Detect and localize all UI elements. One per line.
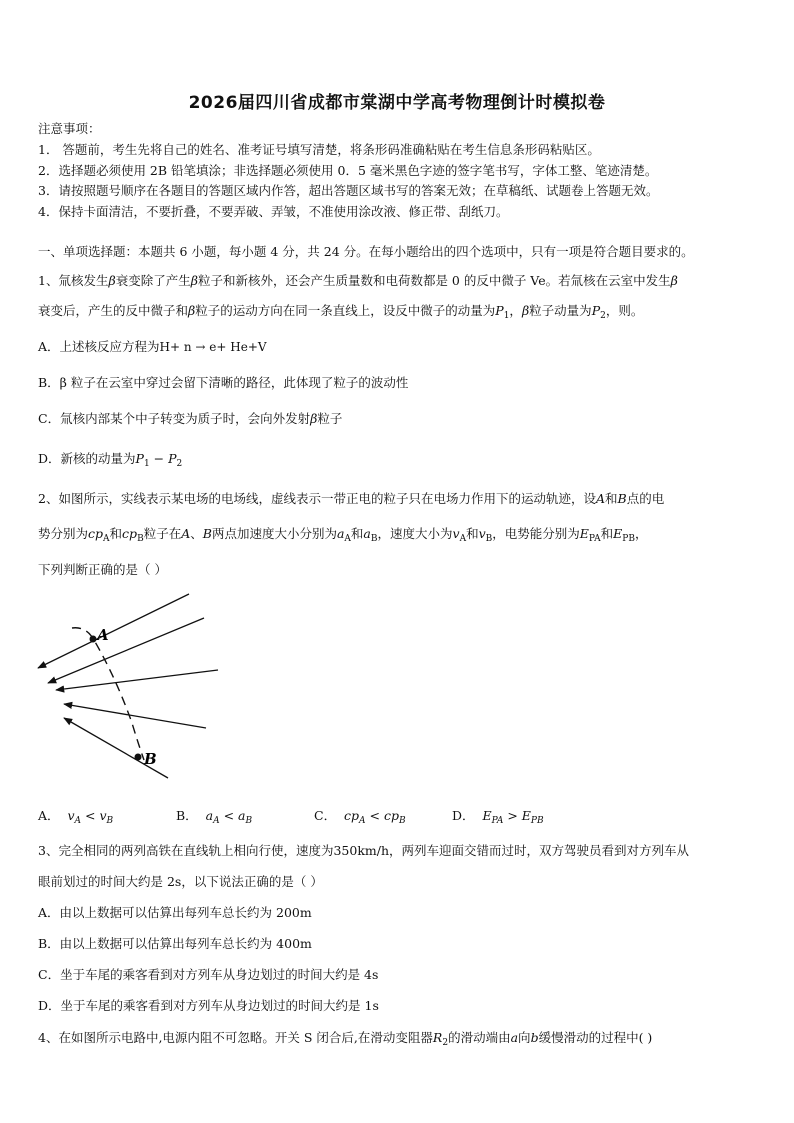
q2-line-2: 势分别为$cp_A$和$cp_B$粒子在A、B两点加速度大小分别为$a_A$和$a_B$，速度大小为$v_A$和$v_B$，电势能分别为$E_{PA}$和$E_{PB}$，	[38, 526, 648, 544]
q1-option-b[interactable]: B．β 粒子在云室中穿过会留下清晰的路径，此体现了粒子的波动性	[38, 375, 409, 390]
notice-item-4: 4．保持卡面清洁，不要折叠，不要弄破、弄皱，不准使用涂改液、修正带、刮纸刀。	[38, 204, 509, 219]
field-line-3	[56, 670, 218, 690]
q1-line-2: 衰变后，产生的反中微子和β粒子的运动方向在同一条直线上，设反中微子的动量为$P_1$，β粒子动量为$P_2$，则。	[38, 303, 644, 321]
q1-option-d[interactable]: D．新核的动量为$P_1 - P_2$	[38, 451, 183, 469]
q1-option-c[interactable]: C．氚核内部某个中子转变为质子时，会向外发射β粒子	[38, 411, 343, 426]
q3-option-b[interactable]: B．由以上数据可以估算出每列车总长约为 400m	[38, 936, 312, 951]
nuclear-equation: H+ n → e+ He+V	[159, 340, 267, 354]
q3-line-1: 3、完全相同的两列高铁在直线轨上相向行使，速度为350km/h，两列车迎面交错而过时，双方驾驶员看到对方列车从	[38, 843, 690, 858]
point-a	[90, 636, 97, 643]
field-line-2	[48, 618, 204, 683]
q3-option-c[interactable]: C．坐于车尾的乘客看到对方列车从身边划过的时间大约是 4s	[38, 967, 379, 982]
field-line-1	[38, 594, 189, 668]
q1-line-1: 1、氚核发生β衰变除了产生β粒子和新核外，还会产生质量数和电荷数都是 0 的反中微子 Ve。若氚核在云室中发生β	[38, 273, 678, 288]
page-title: 2026届四川省成都市棠湖中学高考物理倒计时模拟卷	[188, 93, 606, 113]
label-b: B	[144, 750, 157, 768]
q1-option-a[interactable]: A．上述核反应方程为H+ n → e+ He+V	[38, 339, 267, 354]
q2-line-1: 2、如图所示，实线表示某电场的电场线，虚线表示一带正电的粒子只在电场力作用下的运动轨迹，设A和B点的电	[38, 491, 665, 506]
q3-line-2: 眼前划过的时间大约是 2s，以下说法正确的是（ ）	[38, 874, 323, 889]
q2-option-b[interactable]: B． $a_A < a_B$	[176, 808, 253, 826]
section-heading: 一、单项选择题：本题共 6 小题，每小题 4 分，共 24 分。在每小题给出的四个选项中，只有一项是符合题目要求的。	[38, 244, 694, 259]
q2-option-c[interactable]: C． $cp_A < cp_B$	[314, 808, 406, 826]
q3-option-a[interactable]: A．由以上数据可以估算出每列车总长约为 200m	[38, 905, 312, 920]
q3-option-d[interactable]: D．坐于车尾的乘客看到对方列车从身边划过的时间大约是 1s	[38, 998, 379, 1013]
label-a: A	[97, 626, 109, 644]
field-line-5	[64, 718, 168, 778]
field-line-diagram	[34, 588, 234, 783]
field-line-4	[64, 704, 206, 728]
q2-option-d[interactable]: D． $E_{PA} > E_{PB}$	[452, 808, 544, 826]
q4-line-1: 4、在如图所示电路中,电源内阻不可忽略。开关 S 闭合后,在滑动变阻器$R_2$的滑动端由a向b缓慢滑动的过程中( )	[38, 1030, 653, 1048]
notice-heading: 注意事项：	[38, 121, 101, 136]
q2-line-3: 下列判断正确的是（ ）	[38, 562, 167, 577]
notice-item-2: 2．选择题必须使用 2B 铅笔填涂；非选择题必须使用 0．5 毫米黑色字迹的签字笔书写，字体工整、笔迹清楚。	[38, 163, 658, 178]
point-b	[135, 754, 142, 761]
q2-option-a[interactable]: A． $v_A < v_B$	[38, 808, 114, 826]
notice-item-1: 1． 答题前，考生先将自己的姓名、准考证号填写清楚，将条形码准确粘贴在考生信息条形码粘贴区。	[38, 142, 600, 157]
notice-item-3: 3．请按照题号顺序在各题目的答题区域内作答，超出答题区域书写的答案无效；在草稿纸、试题卷上答题无效。	[38, 183, 659, 198]
